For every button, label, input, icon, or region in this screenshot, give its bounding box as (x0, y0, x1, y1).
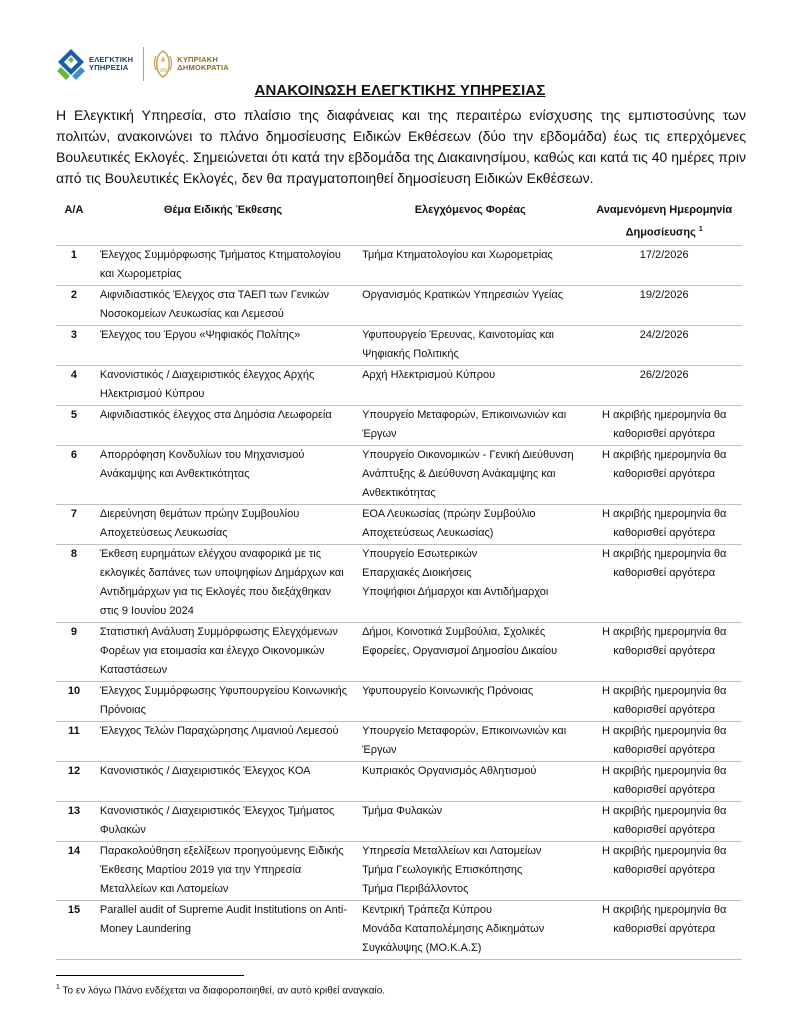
republic-of-cyprus-logo (152, 48, 229, 80)
table-row (56, 801, 742, 841)
table-row (56, 365, 742, 405)
header-date-text: Αναμενόμενη Ημερομηνία Δημοσίευσης (596, 204, 733, 239)
row-num: 9 (56, 622, 92, 681)
row-date: Η ακριβής ημερομηνία θα καθορισθεί αργότερα (586, 405, 742, 445)
row-topic: Έκθεση ευρημάτων ελέγχου αναφορικά με τις εκλογικές δαπάνες των υποψηφίων Δημάρχων και Αντιδημάρχων για τις Εκλογές που διεξάχθηκαν στις 9 Ιουνίου 2024 (92, 544, 354, 622)
row-num: 12 (56, 761, 92, 801)
svg-text:1960: 1960 (156, 68, 170, 74)
row-topic: Έλεγχος του Έργου «Ψηφιακός Πολίτης» (92, 325, 354, 365)
row-date: 24/2/2026 (586, 325, 742, 365)
row-topic: Αιφνιδιαστικός έλεγχος στα Δημόσια Λεωφορεία (92, 405, 354, 445)
row-num: 13 (56, 801, 92, 841)
row-date: 19/2/2026 (586, 285, 742, 325)
row-date: Η ακριβής ημερομηνία θα καθορισθεί αργότερα (586, 900, 742, 959)
table-row (56, 841, 742, 900)
intro-paragraph: Η Ελεγκτική Υπηρεσία, στο πλαίσιο της διαφάνειας και της περαιτέρω ενίσχυσης της εμπιστοσύνης των πολιτών, ανακοινώνει το πλάνο δημοσίευσης Ειδικών Εκθέσεων (δύο την εβδομάδα) έως τις επερχόμενες Βουλευτικές Εκλογές. Σημειώνεται ότι κατά την εβδομάδα της Διακαινησίμου, καθώς και κατά τις 40 ημέρες πριν από τις Βουλευτικές Εκλογές, δεν θα πραγματοποιηθεί δημοσίευση Ειδικών Εκθέσεων. (56, 107, 746, 186)
row-date: Η ακριβής ημερομηνία θα καθορισθεί αργότερα (586, 681, 742, 721)
row-num: 6 (56, 445, 92, 504)
row-date: Η ακριβής ημερομηνία θα καθορισθεί αργότερα (586, 761, 742, 801)
row-body: ΕΟΑ Λευκωσίας (πρώην Συμβούλιο Αποχετεύσεως Λευκωσίας) (354, 504, 586, 544)
republic-logo-text (177, 56, 229, 73)
audit-office-emblem-icon (56, 47, 86, 81)
table-row (56, 544, 742, 622)
header-date (586, 200, 742, 245)
row-date: 17/2/2026 (586, 245, 742, 285)
row-date: Η ακριβής ημερομηνία θα καθορισθεί αργότερα (586, 544, 742, 622)
row-body: Υπηρεσία Μεταλλείων και Λατομείων Τμήμα Γεωλογικής Επισκόπησης Τμήμα Περιβάλλοντος (354, 841, 586, 900)
audit-office-logo (56, 47, 133, 81)
row-topic: Parallel audit of Supreme Audit Institutions on Anti-Money Laundering (92, 900, 354, 959)
header-topic: Θέμα Ειδικής Έκθεσης (92, 200, 354, 245)
row-date: 26/2/2026 (586, 365, 742, 405)
row-body: Υπουργείο Εσωτερικών Επαρχιακές Διοικήσεις Υποψήφιοι Δήμαρχοι και Αντιδήμαρχοι (354, 544, 586, 622)
row-num: 1 (56, 245, 92, 285)
row-date: Η ακριβής ημερομηνία θα καθορισθεί αργότερα (586, 504, 742, 544)
row-date: Η ακριβής ημερομηνία θα καθορισθεί αργότερα (586, 841, 742, 900)
audit-office-logo-text (89, 56, 133, 73)
reports-table (56, 200, 742, 960)
page-header (56, 44, 229, 84)
row-topic: Έλεγχος Τελών Παραχώρησης Λιμανιού Λεμεσού (92, 721, 354, 761)
table-row (56, 761, 742, 801)
logo1-line-1: ΕΛΕΓΚΤΙΚΗ (89, 54, 134, 64)
table-row (56, 285, 742, 325)
row-num: 11 (56, 721, 92, 761)
table-row (56, 325, 742, 365)
row-topic: Παρακολούθηση εξελίξεων προηγούμενης Ειδικής Έκθεσης Μαρτίου 2019 για την Υπηρεσία Μεταλλείων και Λατομείων (92, 841, 354, 900)
row-body: Υπουργείο Μεταφορών, Επικοινωνιών και Έργων (354, 405, 586, 445)
row-topic: Στατιστική Ανάλυση Συμμόρφωσης Ελεγχόμενων Φορέων για ετοιμασία και έλεγχο Οικονομικών Καταστάσεων (92, 622, 354, 681)
row-date: Η ακριβής ημερομηνία θα καθορισθεί αργότερα (586, 801, 742, 841)
footnote-separator (56, 975, 244, 976)
table-header-row (56, 200, 742, 245)
row-topic: Διερεύνηση θεμάτων πρώην Συμβουλίου Αποχετεύσεως Λευκωσίας (92, 504, 354, 544)
row-topic: Κανονιστικός / Διαχειριστικός Έλεγχος Τμήματος Φυλακών (92, 801, 354, 841)
row-body: Υπουργείο Μεταφορών, Επικοινωνιών και Έργων (354, 721, 586, 761)
row-num: 15 (56, 900, 92, 959)
footnote (56, 984, 385, 996)
logo-divider (143, 47, 144, 81)
row-body: Οργανισμός Κρατικών Υπηρεσιών Υγείας (354, 285, 586, 325)
row-num: 4 (56, 365, 92, 405)
row-num: 10 (56, 681, 92, 721)
table-row (56, 681, 742, 721)
row-body: Αρχή Ηλεκτρισμού Κύπρου (354, 365, 586, 405)
cyprus-coat-of-arms-icon (152, 48, 174, 80)
row-body: Υφυπουργείο Κοινωνικής Πρόνοιας (354, 681, 586, 721)
row-date: Η ακριβής ημερομηνία θα καθορισθεί αργότερα (586, 622, 742, 681)
row-num: 14 (56, 841, 92, 900)
row-body: Κεντρική Τράπεζα Κύπρου Μονάδα Καταπολέμησης Αδικημάτων Συγκάλυψης (ΜΟ.Κ.Α.Σ) (354, 900, 586, 959)
table-row (56, 245, 742, 285)
row-topic: Κανονιστικός / Διαχειριστικός Έλεγχος ΚΟΑ (92, 761, 354, 801)
row-body: Κυπριακός Οργανισμός Αθλητισμού (354, 761, 586, 801)
footnote-mark: 1 (56, 984, 60, 991)
row-topic: Έλεγχος Συμμόρφωσης Υφυπουργείου Κοινωνικής Πρόνοιας (92, 681, 354, 721)
table-row (56, 405, 742, 445)
row-num: 5 (56, 405, 92, 445)
header-body: Ελεγχόμενος Φορέας (354, 200, 586, 245)
row-body: Υφυπουργείο Έρευνας, Καινοτομίας και Ψηφιακής Πολιτικής (354, 325, 586, 365)
footnote-text: Το εν λόγω Πλάνο ενδέχεται να διαφοροποιηθεί, αν αυτό κριθεί αναγκαίο. (62, 985, 386, 997)
table-row (56, 721, 742, 761)
row-num: 7 (56, 504, 92, 544)
row-num: 2 (56, 285, 92, 325)
row-date: Η ακριβής ημερομηνία θα καθορισθεί αργότερα (586, 445, 742, 504)
table-row (56, 622, 742, 681)
row-date: Η ακριβής ημερομηνία θα καθορισθεί αργότερα (586, 721, 742, 761)
row-body: Υπουργείο Οικονομικών - Γενική Διεύθυνση Ανάπτυξης & Διεύθυνση Ανάκαμψης και Ανθεκτικότητας (354, 445, 586, 504)
table-body (56, 245, 742, 959)
logo2-line-2: ΔΗΜΟΚΡΑΤΙΑ (177, 63, 229, 72)
row-topic: Κανονιστικός / Διαχειριστικός έλεγχος Αρχής Ηλεκτρισμού Κύπρου (92, 365, 354, 405)
row-topic: Απορρόφηση Κονδυλίων του Μηχανισμού Ανάκαμψης και Ανθεκτικότητας (92, 445, 354, 504)
table-row (56, 900, 742, 959)
row-num: 8 (56, 544, 92, 622)
table-row (56, 504, 742, 544)
row-num: 3 (56, 325, 92, 365)
header-date-footnote-mark: 1 (698, 226, 703, 233)
header-num: Α/Α (56, 200, 92, 245)
row-topic: Έλεγχος Συμμόρφωσης Τμήματος Κτηματολογίου και Χωρομετρίας (92, 245, 354, 285)
row-body: Τμήμα Κτηματολογίου και Χωρομετρίας (354, 245, 586, 285)
row-topic: Αιφνιδιαστικός Έλεγχος στα ΤΑΕΠ των Γενικών Νοσοκομείων Λευκωσίας και Λεμεσού (92, 285, 354, 325)
row-body: Δήμοι, Κοινοτικά Συμβούλια, Σχολικές Εφορείες, Οργανισμοί Δημοσίου Δικαίου (354, 622, 586, 681)
table-row (56, 445, 742, 504)
announcement-title: ΑΝΑΚΟΙΝΩΣΗ ΕΛΕΓΚΤΙΚΗΣ ΥΠΗΡΕΣΙΑΣ (254, 82, 546, 99)
logo2-line-1: ΚΥΠΡΙΑΚΗ (177, 54, 219, 64)
logo1-line-2: ΥΠΗΡΕΣΙΑ (89, 63, 129, 72)
row-body: Τμήμα Φυλακών (354, 801, 586, 841)
